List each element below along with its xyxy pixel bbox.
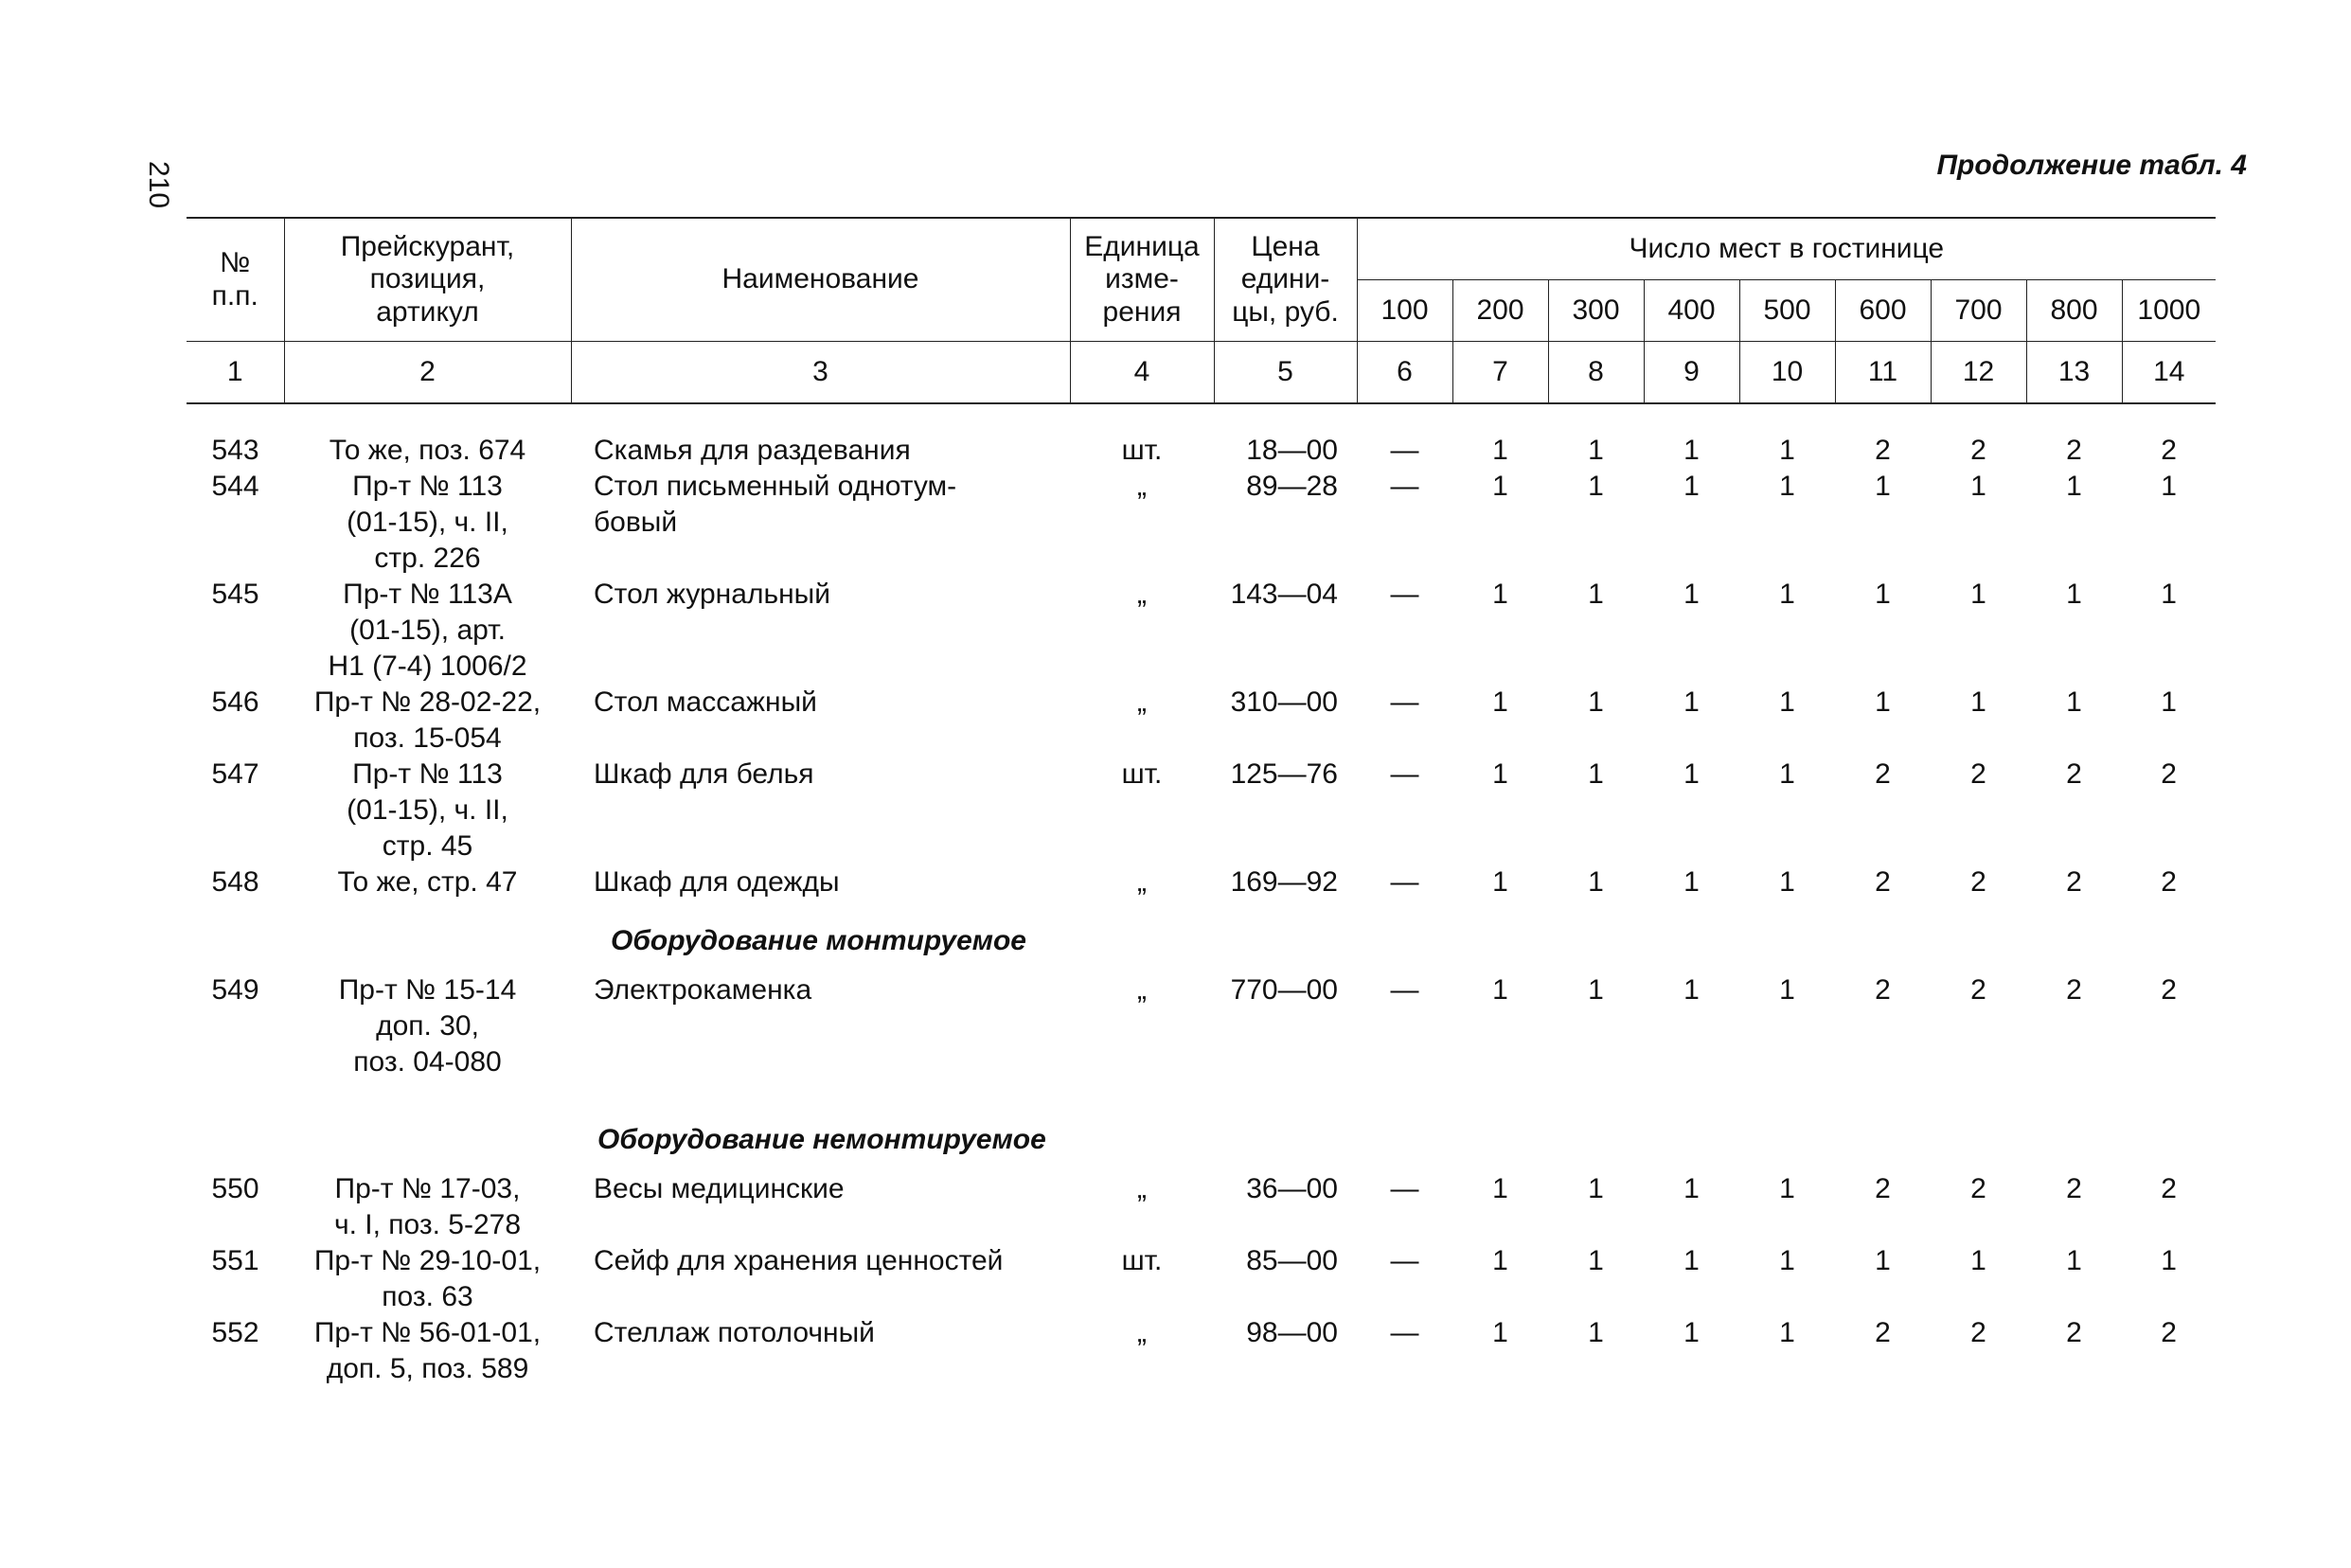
- quantity-700: 2: [1970, 435, 1986, 466]
- column-number-2: 2: [284, 342, 571, 404]
- quantity-600: 2: [1875, 435, 1891, 466]
- quantity-1000: 1: [2161, 471, 2177, 502]
- table-row: [187, 1243, 2216, 1315]
- column-number-8: 8: [1548, 342, 1644, 404]
- equipment-table: [187, 217, 2216, 1387]
- quantity-100: —: [1390, 758, 1419, 790]
- column-number-4: 4: [1070, 342, 1214, 404]
- header-price: Цена едини- цы, руб.: [1214, 218, 1357, 342]
- quantity-700: 1: [1970, 686, 1986, 718]
- row-number: 547: [211, 758, 259, 790]
- unit: „: [1137, 1317, 1147, 1348]
- quantity-600: 2: [1875, 758, 1891, 790]
- unit-price: 98—00: [1246, 1317, 1338, 1348]
- equipment-table-container: [187, 217, 2216, 1387]
- quantity-500: 1: [1779, 471, 1795, 502]
- item-name: Сейф для хранения ценностей: [594, 1245, 1004, 1276]
- quantity-100: —: [1390, 1317, 1419, 1348]
- quantity-800: 2: [2066, 974, 2082, 1006]
- table-row: [187, 685, 2216, 757]
- header-places-600: 600: [1835, 280, 1931, 342]
- price-list-ref: То же, стр. 47: [337, 866, 518, 898]
- quantity-800: 1: [2066, 579, 2082, 610]
- unit-price: 18—00: [1246, 435, 1338, 466]
- header-price-list: Прейскурант, позиция, артикул: [284, 218, 571, 342]
- quantity-200: 1: [1492, 1245, 1508, 1276]
- quantity-500: 1: [1779, 1245, 1795, 1276]
- item-name: Стол журнальный: [594, 579, 830, 610]
- header-no: № п.п.: [187, 218, 284, 342]
- continuation-caption: Продолжение табл. 4: [1936, 150, 2247, 181]
- unit: „: [1137, 866, 1147, 898]
- quantity-1000: 2: [2161, 435, 2177, 466]
- row-number: 544: [211, 471, 259, 502]
- unit-price: 85—00: [1246, 1245, 1338, 1276]
- quantity-400: 1: [1683, 1317, 1700, 1348]
- spacer: [187, 1080, 2216, 1099]
- quantity-200: 1: [1492, 435, 1508, 466]
- table-row: [187, 577, 2216, 685]
- section-heading: Оборудование немонтируемое: [597, 1124, 1046, 1155]
- price-list-ref: Пр-т № 15-14 доп. 30, поз. 04-080: [338, 974, 517, 1078]
- header-places-200: 200: [1452, 280, 1548, 342]
- row-number: 551: [211, 1245, 259, 1276]
- row-number: 552: [211, 1317, 259, 1348]
- quantity-300: 1: [1588, 579, 1604, 610]
- quantity-800: 1: [2066, 1245, 2082, 1276]
- column-number-9: 9: [1644, 342, 1739, 404]
- row-number: 550: [211, 1173, 259, 1204]
- quantity-400: 1: [1683, 579, 1700, 610]
- column-number-6: 6: [1357, 342, 1452, 404]
- quantity-200: 1: [1492, 866, 1508, 898]
- item-name: Стол массажный: [594, 686, 817, 718]
- quantity-800: 1: [2066, 686, 2082, 718]
- price-list-ref: Пр-т № 113 (01-15), ч. II, стр. 45: [347, 758, 508, 862]
- quantity-1000: 2: [2161, 866, 2177, 898]
- quantity-500: 1: [1779, 1173, 1795, 1204]
- quantity-700: 2: [1970, 1173, 1986, 1204]
- header-places-800: 800: [2026, 280, 2122, 342]
- item-name: Шкаф для одежды: [594, 866, 840, 898]
- quantity-400: 1: [1683, 1173, 1700, 1204]
- column-number-1: 1: [187, 342, 284, 404]
- unit: „: [1137, 579, 1147, 610]
- quantity-200: 1: [1492, 686, 1508, 718]
- item-name: Стеллаж потолочный: [594, 1317, 875, 1348]
- quantity-1000: 1: [2161, 1245, 2177, 1276]
- column-number-7: 7: [1452, 342, 1548, 404]
- unit: „: [1137, 974, 1147, 1006]
- table-row: [187, 757, 2216, 864]
- table-body: [187, 403, 2216, 1387]
- table-row: [187, 1315, 2216, 1387]
- spacer: [187, 403, 2216, 433]
- header-places-300: 300: [1548, 280, 1644, 342]
- column-number-14: 14: [2122, 342, 2216, 404]
- quantity-800: 2: [2066, 1173, 2082, 1204]
- quantity-300: 1: [1588, 866, 1604, 898]
- quantity-200: 1: [1492, 471, 1508, 502]
- header-places-400: 400: [1644, 280, 1739, 342]
- item-name: Стол письменный однотум- бовый: [594, 471, 957, 538]
- quantity-200: 1: [1492, 579, 1508, 610]
- item-name: Скамья для раздевания: [594, 435, 911, 466]
- quantity-200: 1: [1492, 1173, 1508, 1204]
- unit: „: [1137, 686, 1147, 718]
- quantity-300: 1: [1588, 435, 1604, 466]
- quantity-300: 1: [1588, 974, 1604, 1006]
- row-number: 545: [211, 579, 259, 610]
- quantity-500: 1: [1779, 686, 1795, 718]
- column-number-10: 10: [1739, 342, 1835, 404]
- quantity-100: —: [1390, 435, 1419, 466]
- price-list-ref: Пр-т № 56-01-01, доп. 5, поз. 589: [313, 1317, 542, 1384]
- unit-price: 89—28: [1246, 471, 1338, 502]
- header-places-100: 100: [1357, 280, 1452, 342]
- unit-price: 310—00: [1230, 686, 1338, 718]
- quantity-700: 1: [1970, 579, 1986, 610]
- quantity-800: 2: [2066, 758, 2082, 790]
- quantity-400: 1: [1683, 758, 1700, 790]
- table-row: [187, 1171, 2216, 1243]
- header-places-700: 700: [1931, 280, 2026, 342]
- quantity-700: 2: [1970, 866, 1986, 898]
- unit-price: 169—92: [1230, 866, 1338, 898]
- header-unit: Единица изме- рения: [1070, 218, 1214, 342]
- unit-price: 36—00: [1246, 1173, 1338, 1204]
- section-heading-row: [187, 1099, 2216, 1171]
- column-number-3: 3: [571, 342, 1070, 404]
- header-name: Наименование: [571, 218, 1070, 342]
- quantity-700: 1: [1970, 471, 1986, 502]
- quantity-100: —: [1390, 974, 1419, 1006]
- unit-price: 143—04: [1230, 579, 1338, 610]
- quantity-400: 1: [1683, 866, 1700, 898]
- quantity-500: 1: [1779, 435, 1795, 466]
- quantity-700: 1: [1970, 1245, 1986, 1276]
- quantity-500: 1: [1779, 974, 1795, 1006]
- quantity-400: 1: [1683, 1245, 1700, 1276]
- quantity-100: —: [1390, 866, 1419, 898]
- unit: „: [1137, 471, 1147, 502]
- quantity-400: 1: [1683, 686, 1700, 718]
- column-number-13: 13: [2026, 342, 2122, 404]
- unit-price: 770—00: [1230, 974, 1338, 1006]
- unit: „: [1137, 1173, 1147, 1204]
- quantity-600: 2: [1875, 866, 1891, 898]
- quantity-600: 2: [1875, 974, 1891, 1006]
- price-list-ref: Пр-т № 28-02-22, поз. 15-054: [313, 686, 542, 754]
- quantity-1000: 1: [2161, 686, 2177, 718]
- quantity-200: 1: [1492, 1317, 1508, 1348]
- quantity-300: 1: [1588, 1173, 1604, 1204]
- quantity-600: 2: [1875, 1317, 1891, 1348]
- quantity-300: 1: [1588, 471, 1604, 502]
- quantity-500: 1: [1779, 579, 1795, 610]
- item-name: Весы медицинские: [594, 1173, 845, 1204]
- price-list-ref: Пр-т № 113А (01-15), арт. Н1 (7-4) 1006/2: [328, 579, 527, 682]
- quantity-300: 1: [1588, 758, 1604, 790]
- quantity-1000: 1: [2161, 579, 2177, 610]
- quantity-400: 1: [1683, 974, 1700, 1006]
- quantity-600: 1: [1875, 471, 1891, 502]
- table-row: [187, 972, 2216, 1080]
- unit: шт.: [1121, 435, 1163, 466]
- row-number: 543: [211, 435, 259, 466]
- quantity-300: 1: [1588, 1245, 1604, 1276]
- quantity-700: 2: [1970, 974, 1986, 1006]
- quantity-600: 1: [1875, 686, 1891, 718]
- table-header: [187, 218, 2216, 403]
- quantity-400: 1: [1683, 471, 1700, 502]
- quantity-700: 2: [1970, 1317, 1986, 1348]
- quantity-1000: 2: [2161, 1317, 2177, 1348]
- section-heading-row: [187, 900, 2216, 972]
- unit: шт.: [1121, 758, 1163, 790]
- quantity-300: 1: [1588, 686, 1604, 718]
- column-number-5: 5: [1214, 342, 1357, 404]
- quantity-100: —: [1390, 1245, 1419, 1276]
- price-list-ref: Пр-т № 113 (01-15), ч. II, стр. 226: [347, 471, 508, 574]
- quantity-1000: 2: [2161, 758, 2177, 790]
- quantity-800: 2: [2066, 435, 2082, 466]
- price-list-ref: Пр-т № 17-03, ч. I, поз. 5-278: [333, 1173, 522, 1240]
- quantity-100: —: [1390, 1173, 1419, 1204]
- quantity-100: —: [1390, 579, 1419, 610]
- quantity-500: 1: [1779, 758, 1795, 790]
- quantity-800: 2: [2066, 1317, 2082, 1348]
- header-places-500: 500: [1739, 280, 1835, 342]
- row-number: 546: [211, 686, 259, 718]
- quantity-600: 2: [1875, 1173, 1891, 1204]
- table-row: [187, 469, 2216, 577]
- quantity-1000: 2: [2161, 974, 2177, 1006]
- quantity-700: 2: [1970, 758, 1986, 790]
- column-number-11: 11: [1835, 342, 1931, 404]
- quantity-1000: 2: [2161, 1173, 2177, 1204]
- quantity-200: 1: [1492, 758, 1508, 790]
- unit: шт.: [1121, 1245, 1163, 1276]
- quantity-100: —: [1390, 471, 1419, 502]
- item-name: Электрокаменка: [594, 974, 812, 1006]
- header-places-group: Число мест в гостинице: [1357, 218, 2216, 280]
- quantity-600: 1: [1875, 579, 1891, 610]
- table-row: [187, 864, 2216, 900]
- quantity-200: 1: [1492, 974, 1508, 1006]
- price-list-ref: Пр-т № 29-10-01, поз. 63: [313, 1245, 542, 1312]
- item-name: Шкаф для белья: [594, 758, 814, 790]
- column-number-12: 12: [1931, 342, 2026, 404]
- unit-price: 125—76: [1230, 758, 1338, 790]
- table-row: [187, 433, 2216, 469]
- page-number: 210: [143, 160, 175, 209]
- price-list-ref: То же, поз. 674: [329, 435, 526, 466]
- quantity-600: 1: [1875, 1245, 1891, 1276]
- quantity-400: 1: [1683, 435, 1700, 466]
- row-number: 549: [211, 974, 259, 1006]
- quantity-800: 1: [2066, 471, 2082, 502]
- quantity-500: 1: [1779, 866, 1795, 898]
- section-heading: Оборудование монтируемое: [611, 925, 1026, 956]
- quantity-300: 1: [1588, 1317, 1604, 1348]
- row-number: 548: [211, 866, 259, 898]
- quantity-800: 2: [2066, 866, 2082, 898]
- quantity-100: —: [1390, 686, 1419, 718]
- header-places-1000: 1000: [2122, 280, 2216, 342]
- quantity-500: 1: [1779, 1317, 1795, 1348]
